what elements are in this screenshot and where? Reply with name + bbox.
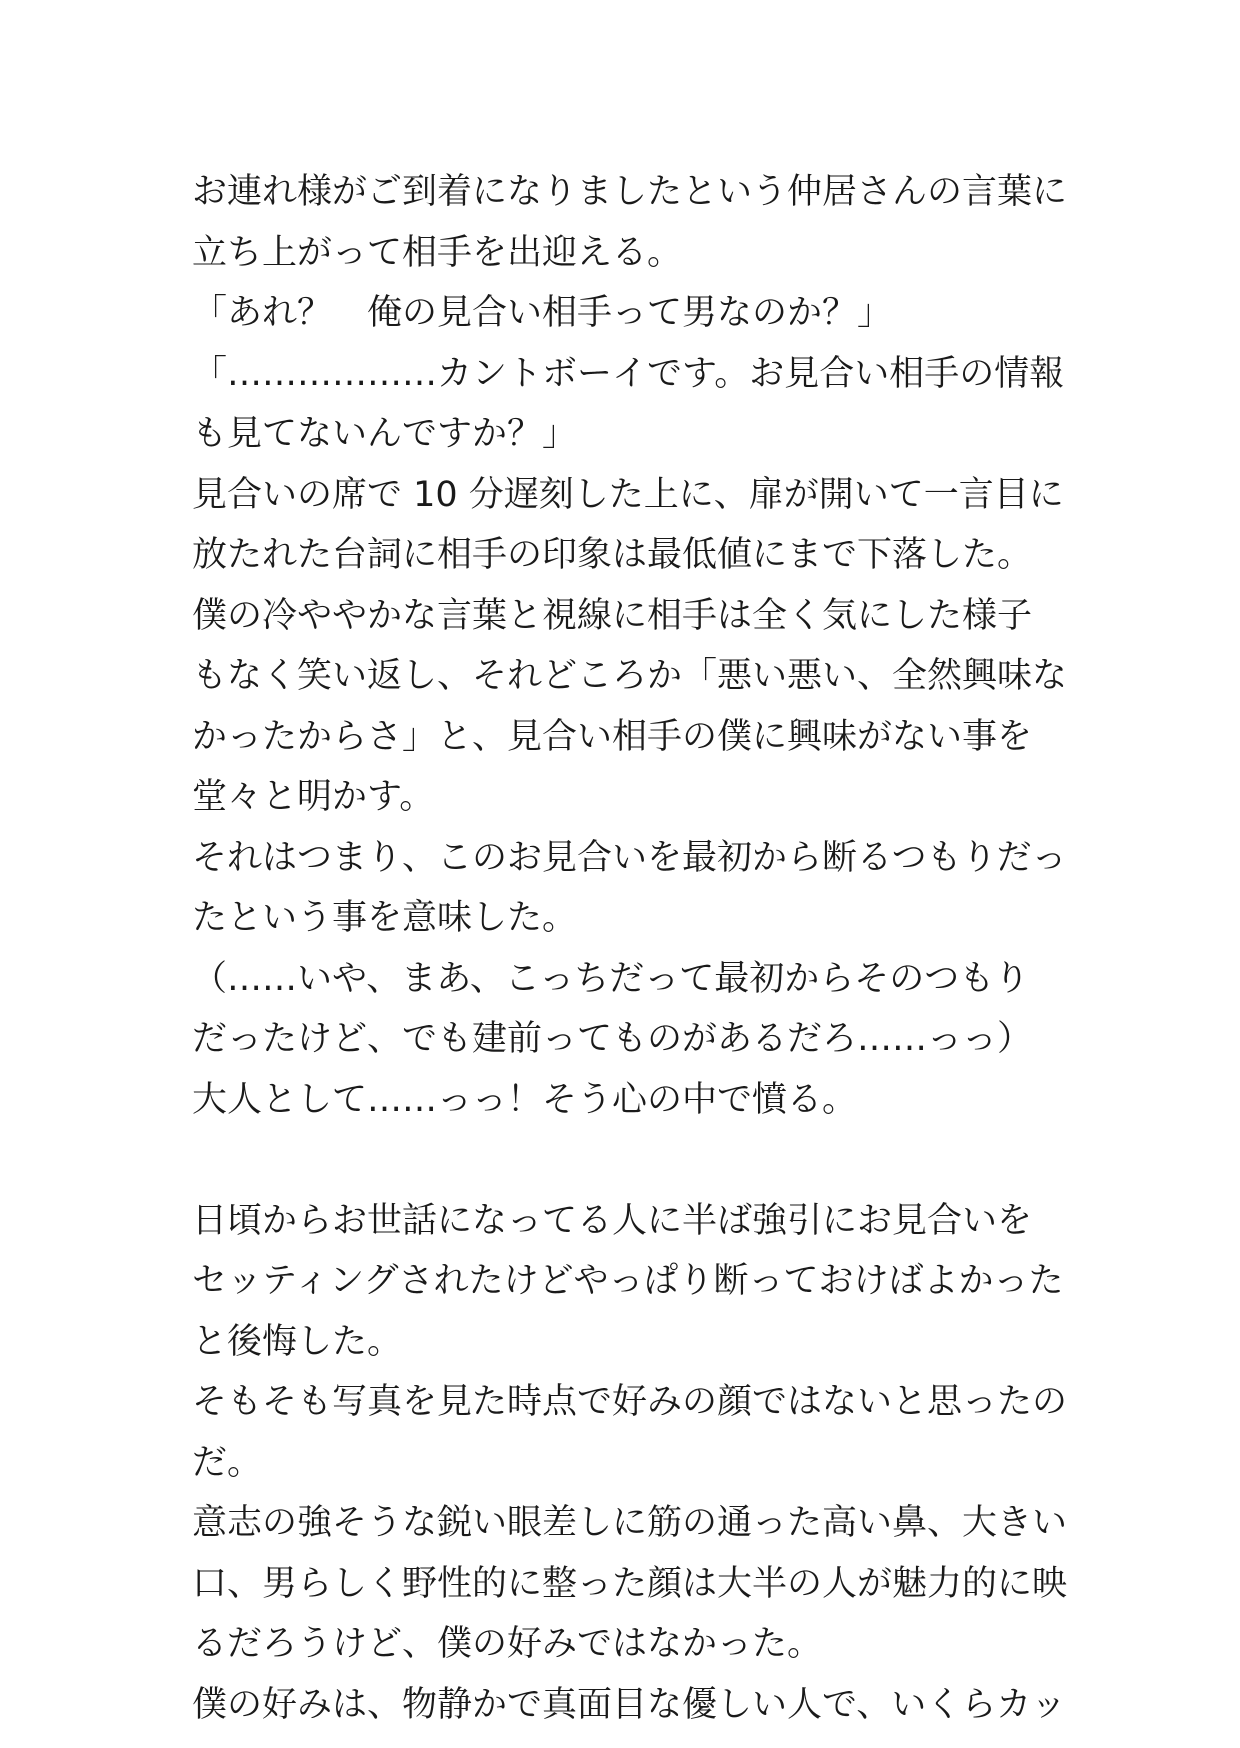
text-line: 日頃からお世話になってる人に半ば強引にお見合いを [192,1200,1033,1241]
blank-line [192,1130,1072,1191]
text-line: お連れ様がご到着になりましたという仲居さんの言葉に [192,172,1068,212]
text-line: たという事を意味した。 [192,898,578,938]
text-line: そもそも写真を見た時点で好みの顔ではないと思ったの [192,1382,1068,1422]
text-line: 見合いの席で 10 分遅刻した上に、扉が開いて一言目に [192,474,1064,515]
text-line: 「あれ？ 俺の見合い相手って男なのか？」 [192,293,893,333]
text-line: かったからさ」と、見合い相手の僕に興味がない事を [192,716,1033,757]
text-line: 大人として……っっ！そう心の中で憤る。 [192,1079,858,1120]
text-line: 「………………カントボーイです。お見合い相手の情報 [192,353,1065,394]
text-line: 意志の強そうな鋭い眼差しに筋の通った高い鼻、大きい [192,1503,1068,1543]
body-text [192,162,1072,1735]
text-line: （……いや、まあ、こっちだって最初からそのつもり [192,958,1030,999]
text-line: 堂々と明かす。 [192,777,435,817]
text-line: 立ち上がって相手を出迎える。 [192,232,683,273]
text-line: セッティングされたけどやっぱり断っておけばよかった [192,1261,1064,1301]
text-line: だったけど、でも建前ってものがあるだろ……っっ） [192,1019,1033,1059]
text-line: もなく笑い返し、それどころか「悪い悪い、全然興味な [192,656,1068,696]
text-line: 口、男らしく野性的に整った顔は大半の人が魅力的に映 [192,1563,1068,1604]
text-line: るだろうけど、僕の好みではなかった。 [192,1624,823,1664]
text-line: だ。 [192,1442,263,1483]
text-line: 僕の好みは、物静かで真面目な優しい人で、いくらカッ [192,1684,1066,1725]
text-line: それはつまり、このお見合いを最初から断るつもりだっ [192,837,1067,878]
text-line: 放たれた台詞に相手の印象は最低値にまで下落した。 [192,535,1033,575]
text-line: 僕の冷ややかな言葉と視線に相手は全く気にした様子 [192,595,1033,636]
text-line: も見てないんですか？」 [192,414,578,454]
text-line: と後悔した。 [192,1321,403,1362]
